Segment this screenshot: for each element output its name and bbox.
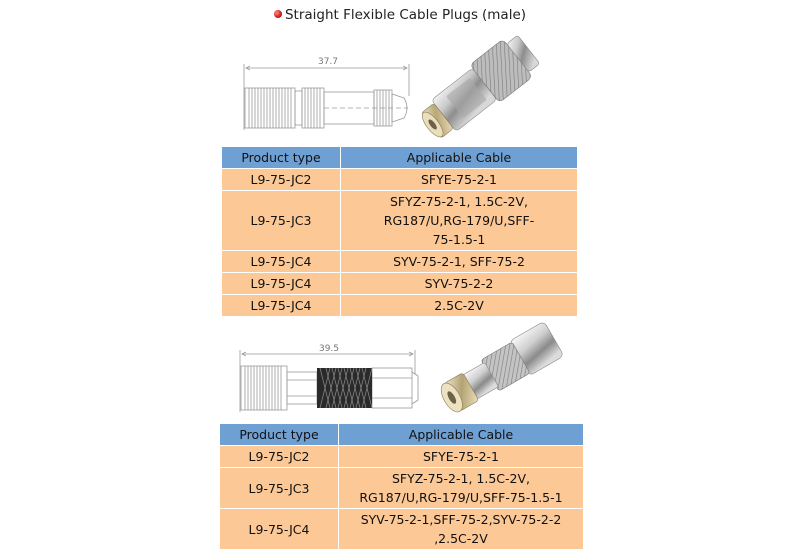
product-type-cell: L9-75-JC3 — [222, 191, 341, 251]
header-applicable-cable: Applicable Cable — [339, 424, 584, 446]
technical-drawing-2 — [234, 344, 420, 416]
applicable-cable-cell: SYV-75-2-1, SFF-75-2 — [341, 251, 578, 273]
table-row — [220, 446, 584, 468]
table-row — [222, 273, 578, 295]
product-type-cell: L9-75-JC2 — [222, 169, 341, 191]
applicable-cable-cell: SFYZ-75-2-1, 1.5C-2V, RG187/U,RG-179/U,SFF-75-1.5-1 — [339, 468, 584, 509]
product-type-cell: L9-75-JC2 — [220, 446, 339, 468]
dimension-label-2: 39.5 — [318, 344, 340, 354]
table-row — [222, 295, 578, 317]
dimension-label-1: 37.7 — [317, 57, 339, 67]
connector-photo-1 — [412, 20, 562, 144]
header-product-type: Product type — [222, 147, 341, 169]
product-type-cell: L9-75-JC4 — [220, 509, 339, 550]
applicable-cable-cell: SFYZ-75-2-1, 1.5C-2V, RG187/U,RG-179/U,SFF- 75-1.5-1 — [341, 191, 578, 251]
applicable-cable-cell: 2.5C-2V — [341, 295, 578, 317]
product-type-cell: L9-75-JC4 — [222, 295, 341, 317]
spec-table-1 — [221, 146, 578, 317]
header-applicable-cable: Applicable Cable — [341, 147, 578, 169]
product-type-cell: L9-75-JC3 — [220, 468, 339, 509]
table-row — [222, 251, 578, 273]
table-row — [222, 191, 578, 251]
page-title — [0, 7, 800, 23]
red-bullet-icon — [274, 10, 282, 18]
connector-photo-2 — [432, 322, 574, 420]
applicable-cable-cell: SYV-75-2-1,SFF-75-2,SYV-75-2-2 ,2.5C-2V — [339, 509, 584, 550]
title-text: Straight Flexible Cable Plugs — [284, 7, 479, 23]
table-row — [220, 509, 584, 550]
spec-table-2 — [219, 423, 584, 550]
applicable-cable-cell: SFYE-75-2-1 — [339, 446, 584, 468]
table-header-row — [222, 147, 578, 169]
table-header-row — [220, 424, 584, 446]
product-type-cell: L9-75-JC4 — [222, 273, 341, 295]
applicable-cable-cell: SFYE-75-2-1 — [341, 169, 578, 191]
product-type-cell: L9-75-JC4 — [222, 251, 341, 273]
header-product-type: Product type — [220, 424, 339, 446]
title-suffix: (male) — [482, 7, 527, 23]
table-row — [222, 169, 578, 191]
technical-drawing-1 — [238, 52, 413, 134]
table-row — [220, 468, 584, 509]
applicable-cable-cell: SYV-75-2-2 — [341, 273, 578, 295]
